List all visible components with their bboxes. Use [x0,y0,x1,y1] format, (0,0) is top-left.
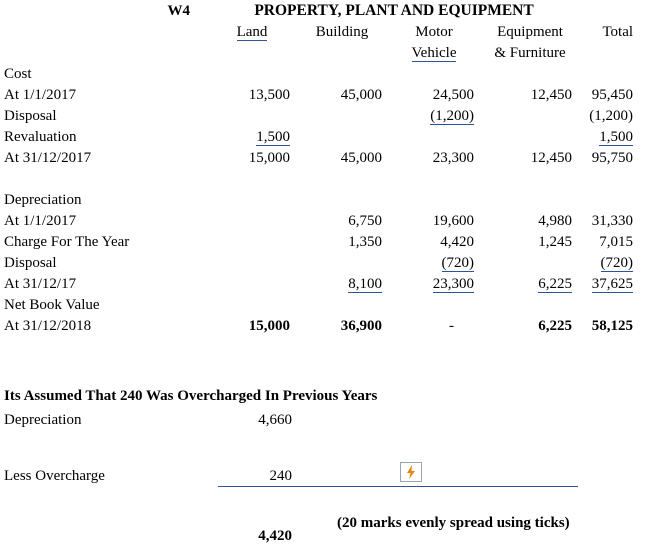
schedule-ref: W4 [167,3,190,19]
note-label-depreciation: Depreciation [4,412,82,428]
table-row [0,211,647,232]
note-row-depreciation [0,409,647,431]
cell-motor: - [449,318,454,334]
row-label: At 31/12/2017 [4,150,92,166]
cell-total: 37,625 [591,276,634,292]
row-label: Charge For The Year [4,234,130,250]
cell-building: 36,900 [340,318,382,334]
column-header-motor-line2: Vehicle [411,45,457,61]
table-row [0,274,647,295]
section-heading-row [0,295,647,316]
cell-building: 45,000 [340,87,382,103]
marks-note: (20 marks evenly spread using ticks) [337,515,570,531]
section-heading-cost: Cost [4,66,32,82]
cell-total: 58,125 [591,318,634,334]
column-header-equipment: Equipment [497,24,563,40]
table-row [0,127,647,148]
note-heading: Its Assumed That 240 Was Overcharged In Previous Years [4,388,378,404]
cell-land: 1,500 [256,129,290,145]
note-value-depreciation: 4,660 [258,412,292,428]
cell-total: 31,330 [591,213,634,229]
section-heading-depreciation: Depreciation [4,192,82,208]
note-underline-rule [218,486,578,487]
row-label: At 1/1/2017 [4,213,77,229]
column-header-motor: Motor [415,24,453,40]
row-label: At 31/12/17 [4,276,77,292]
cell-building: 8,100 [348,276,382,292]
cell-building: 6,750 [348,213,382,229]
note-value-total: 4,420 [258,528,292,544]
cell-land: 13,500 [248,87,290,103]
cell-motor: 19,600 [432,213,474,229]
cell-motor: 23,300 [432,276,474,292]
cell-motor: 24,500 [432,87,474,103]
cell-total: 1,500 [599,129,634,145]
row-label: At 31/12/2018 [4,318,92,334]
cell-motor: (720) [441,255,474,271]
column-header-row-2 [0,43,647,64]
column-header-equipment-line2: & Furniture [494,45,566,61]
column-header-land: Land [236,24,268,40]
row-label: Revaluation [4,129,77,145]
section-heading-row [0,190,647,211]
cell-land: 15,000 [248,150,290,166]
cell-equipment: 6,225 [538,318,573,334]
cell-equipment: 4,980 [538,213,573,229]
section-heading-nbv: Net Book Value [4,297,100,313]
column-header-total: Total [602,24,634,40]
note-label-less-overcharge: Less Overcharge [4,468,105,484]
column-header-row-1 [0,22,647,43]
page-title: PROPERTY, PLANT AND EQUIPMENT [254,2,534,19]
cell-building: 45,000 [340,150,382,166]
row-label: Disposal [4,255,57,271]
spacer-row [0,169,647,190]
column-header-building: Building [315,24,369,40]
cell-total: 95,750 [591,150,634,166]
cell-building: 1,350 [348,234,382,250]
table-row [0,253,647,274]
row-label: At 1/1/2017 [4,87,77,103]
cell-motor: 23,300 [432,150,474,166]
cell-equipment: 12,450 [530,150,573,166]
table-row [0,316,647,337]
cell-total: 7,015 [599,234,634,250]
section-heading-row [0,64,647,85]
table-row [0,232,647,253]
note-value-less-overcharge: 240 [269,468,292,484]
cell-total: 95,450 [591,87,634,103]
cell-equipment: 6,225 [538,276,573,292]
note-row-less-overcharge [0,465,647,487]
cell-land: 15,000 [248,318,290,334]
table-title-row [0,0,647,22]
table-row [0,106,647,127]
table-row [0,148,647,169]
cell-total: (720) [600,255,634,271]
row-label: Disposal [4,108,57,124]
cell-equipment: 12,450 [530,87,573,103]
table-row [0,85,647,106]
lightning-bolt-icon[interactable] [400,462,422,482]
cell-motor: 4,420 [440,234,474,250]
cell-equipment: 1,245 [538,234,573,250]
cell-motor: (1,200) [430,108,474,124]
cell-total: (1,200) [589,108,634,124]
